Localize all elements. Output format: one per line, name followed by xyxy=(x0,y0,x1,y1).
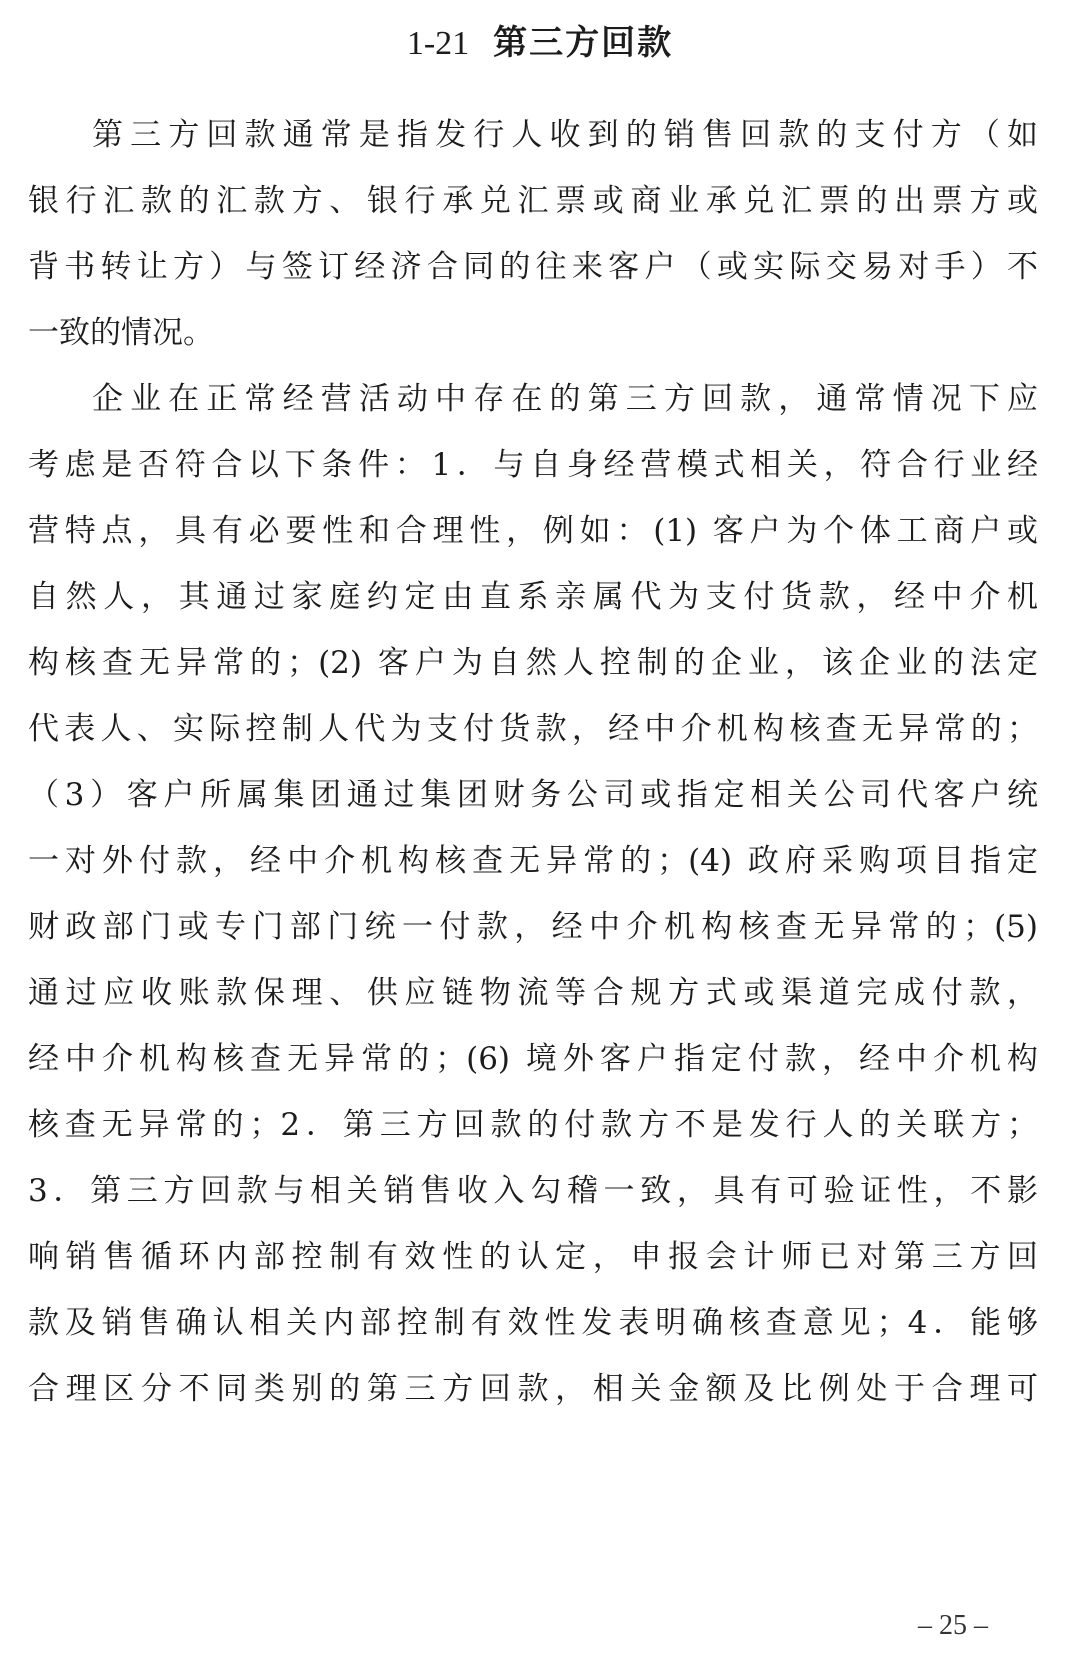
section-number: 1-21 xyxy=(406,25,470,62)
page-number: – 25 – xyxy=(918,1610,988,1641)
text-line: 财政部门或专门部门统一付款，经中介机构核查无异常的；(5) xyxy=(28,909,1038,945)
paragraph-1 xyxy=(28,102,1038,366)
text-line: 考虑是否符合以下条件：1．与自身经营模式相关，符合行业经 xyxy=(28,447,1038,483)
text-line: 经中介机构核查无异常的；(6) 境外客户指定付款，经中介机构 xyxy=(28,1041,1038,1077)
text-line: 第三方回款通常是指发行人收到的销售回款的支付方（如 xyxy=(92,117,1038,153)
text-line: （3）客户所属集团通过集团财务公司或指定相关公司代客户统 xyxy=(28,777,1038,813)
text-line: 合理区分不同类别的第三方回款，相关金额及比例处于合理可 xyxy=(28,1371,1038,1407)
text-line: 款及销售确认相关内部控制有效性发表明确核查意见；4．能够 xyxy=(28,1305,1038,1341)
text-line: 企业在正常经营活动中存在的第三方回款，通常情况下应 xyxy=(92,381,1038,417)
text-line: 代表人、实际控制人代为支付货款，经中介机构核查无异常的； xyxy=(28,711,1038,747)
text-line: 核查无异常的；2．第三方回款的付款方不是发行人的关联方； xyxy=(28,1107,1038,1143)
section-heading xyxy=(0,18,1080,69)
text-line: 通过应收账款保理、供应链物流等合规方式或渠道完成付款， xyxy=(28,975,1038,1011)
text-line: 银行汇款的汇款方、银行承兑汇票或商业承兑汇票的出票方或 xyxy=(28,183,1038,219)
section-title: 第三方回款 xyxy=(493,23,674,63)
paragraph-2 xyxy=(28,366,1038,1422)
text-line: 营特点，具有必要性和合理性，例如：(1) 客户为个体工商户或 xyxy=(28,513,1038,549)
text-line: 自然人，其通过家庭约定由直系亲属代为支付货款，经中介机 xyxy=(28,579,1038,615)
text-line: 构核查无异常的；(2) 客户为自然人控制的企业，该企业的法定 xyxy=(28,645,1038,681)
document-body xyxy=(28,102,1038,1422)
text-line: 一对外付款，经中介机构核查无异常的；(4) 政府采购项目指定 xyxy=(28,843,1038,879)
text-line: 3．第三方回款与相关销售收入勾稽一致，具有可验证性，不影 xyxy=(28,1173,1038,1209)
text-line: 一致的情况。 xyxy=(28,315,214,351)
text-line: 背书转让方）与签订经济合同的往来客户（或实际交易对手）不 xyxy=(28,249,1038,285)
text-line: 响销售循环内部控制有效性的认定，申报会计师已对第三方回 xyxy=(28,1239,1038,1275)
